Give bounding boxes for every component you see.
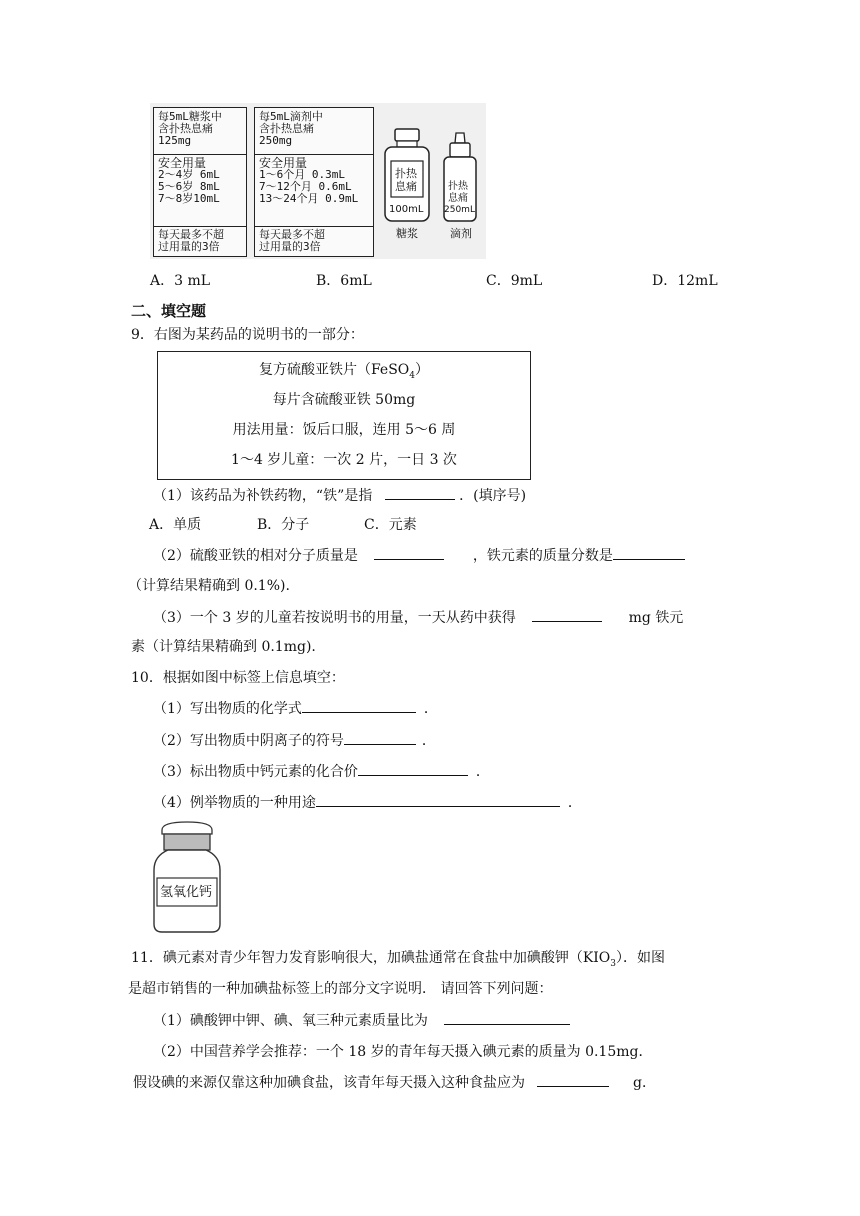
syrup-dose-section: 安全用量 2～4岁 6mL 5～6岁 8mL 7～8岁10mL (154, 154, 246, 207)
q9-part2-note: （计算结果精确到 0.1%). (128, 578, 290, 594)
q9-blank-3[interactable] (613, 545, 685, 560)
syrup-limit-section: 每天最多不超 过用量的3倍 (154, 226, 246, 255)
q10-blank-2[interactable] (344, 730, 416, 745)
syrup-bottle-label-bottom: 息痛 (395, 180, 417, 193)
q11-part3: 假设碘的来源仅靠这种加碘食盐，该青年每天摄入这种食盐应为 g． (133, 1072, 656, 1092)
q11-blank-1[interactable] (444, 1010, 570, 1025)
drug-child-dose: 1～4 岁儿童：一次 2 片，一日 3 次 (231, 452, 457, 468)
drops-bottle-volume: 250mL (444, 205, 475, 215)
section-title: 二、填空题 (131, 302, 207, 320)
q8-option-a[interactable]: A．3 mL (150, 273, 211, 289)
q8-option-d[interactable]: D．12mL (652, 273, 718, 289)
syrup-info-panel (153, 107, 247, 257)
drops-caption: 滴剂 (450, 227, 472, 240)
drug-content: 每片含硫酸亚铁 50mg (272, 392, 416, 408)
q11-blank-2[interactable] (537, 1072, 609, 1087)
q9-part3: （3）一个 3 岁的儿童若按说明书的用量，一天从药中获得 mg 铁元 (153, 607, 683, 627)
q8-option-c[interactable]: C．9mL (486, 273, 543, 289)
q10-part3: （3）标出物质中钙元素的化合价 ． (153, 761, 490, 781)
drops-bottle-label-top: 扑热 (448, 181, 468, 192)
q9-stem: 9．右图为某药品的说明书的一部分： (131, 327, 364, 343)
q10-part4: （4）例举物质的一种用途 ． (153, 792, 582, 812)
syrup-caption: 糖浆 (396, 227, 418, 240)
drops-info-panel (254, 107, 374, 257)
syrup-bottle-volume: 100mL (389, 204, 424, 215)
drops-dose-section: 安全用量 1～6个月 0.3mL 7～12个月 0.6mL 13～24个月 0.9mL (255, 154, 373, 207)
syrup-header: 每5mL糖浆中 含扑热息痛 125mg (158, 110, 222, 147)
syrup-bottle-label-top: 扑热 (395, 167, 417, 180)
medicine-label-figure (150, 103, 486, 259)
q10-part2: （2）写出物质中阴离子的符号 ． (153, 730, 436, 750)
q9-option-a[interactable]: A．单质 (149, 517, 202, 533)
q9-option-b[interactable]: B．分子 (257, 517, 310, 533)
q10-blank-1[interactable] (302, 698, 416, 713)
q10-part1: （1）写出物质的化学式 ． (153, 698, 438, 718)
drops-bottle-label-bottom: 息痛 (448, 193, 468, 204)
q9-part2: （2）硫酸亚铁的相对分子质量是 ，铁元素的质量分数是 (153, 545, 685, 565)
reagent-bottle-icon (150, 820, 224, 934)
drops-header: 每5mL滴剂中 含扑热息痛 250mg (259, 110, 323, 147)
drug-instruction-box (157, 351, 531, 480)
q11-stem: 11．碘元素对青少年智力发育影响很大，加碘盐通常在食盐中加碘酸钾$(KIO_3)$．如图 (131, 950, 666, 969)
q11-part1: （1）碘酸钾中钾、碘、氧三种元素质量比为 (153, 1010, 570, 1030)
q11-part2: （2）中国营养学会推荐：一个 18 岁的青年每天摄入碘元素的质量为 0.15mg． (153, 1044, 653, 1060)
q10-blank-4[interactable] (316, 792, 560, 807)
q11-stem-2: 是超市销售的一种加碘盐标签上的部分文字说明． 请回答下列问题： (128, 981, 553, 997)
drug-name: 复方硫酸亚铁片（FeSO$_4$） (258, 362, 430, 381)
reagent-bottle-label: 氢氧化钙 (160, 885, 213, 900)
drug-usage: 用法用量：饭后口服，连用 5～6 周 (232, 422, 456, 438)
q9-blank-2[interactable] (374, 545, 444, 560)
drops-limit-section: 每天最多不超 过用量的3倍 (255, 226, 373, 255)
q10-blank-3[interactable] (358, 761, 468, 776)
q9-part1: （1）该药品为补铁药物，“铁”是指 ．(填序号) (153, 485, 526, 505)
q9-option-c[interactable]: C．元素 (364, 517, 417, 533)
q9-part3-note: 素（计算结果精确到 0.1mg). (131, 639, 316, 655)
q9-blank-1[interactable] (385, 485, 455, 500)
q10-stem: 10．根据如图中标签上信息填空： (131, 670, 345, 686)
q8-option-b[interactable]: B．6mL (316, 273, 372, 289)
q9-blank-4[interactable] (532, 607, 602, 622)
